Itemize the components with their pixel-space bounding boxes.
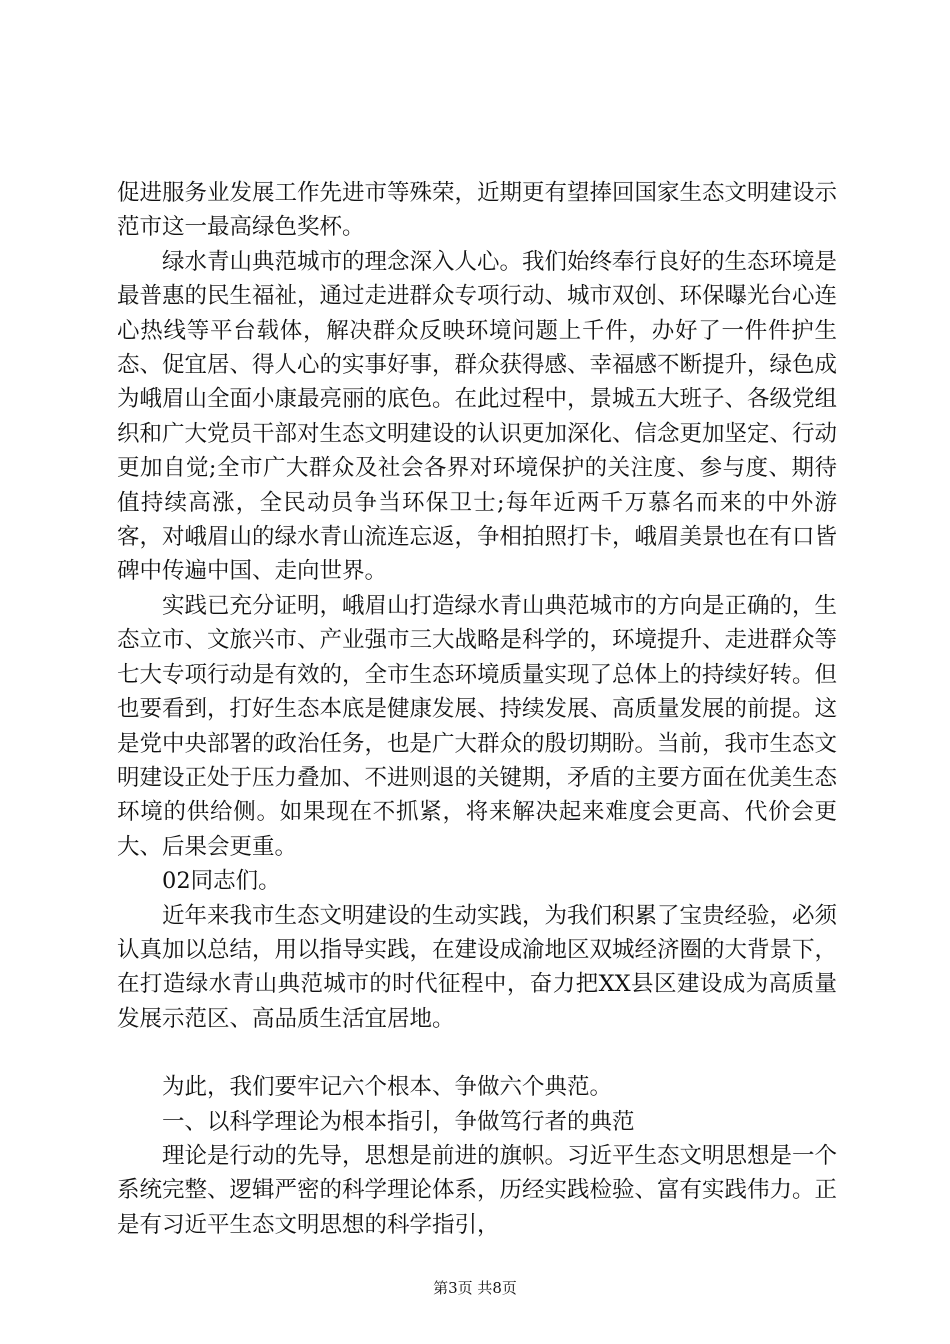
paragraph-4: 02同志们。 <box>162 868 281 895</box>
paragraph-2: 绿水青山典范城市的理念深入人心。我们始终奉行良好的生态环境是最普惠的民生福祉，通过走进群众专项行动、城市双创、环保曝光台心连心热线等平台载体，解决群众反映环境问题上千件，办好了一件件护生态、促宜居、得人心的实事好事，群众获得感、幸福感不断提升，绿色成为峨眉山全面小康最亮丽的底色。在此过程中，景城五大班子、各级党组织和广大党员干部对生态文明建设的认识更加深化、信念更加坚定、行动更加自觉;全市广大群众及社会各界对环境保护的关注度、参与度、期待值持续高涨，全民动员争当环保卫士;每年近两千万慕名而来的中外游客，对峨眉山的绿水青山流连忘返，争相拍照打卡，峨眉美景也在有口皆碑中传遍中国、走向世界。 <box>117 248 838 585</box>
paragraph-6: 为此，我们要牢记六个根本、争做六个典范。 <box>162 1074 613 1101</box>
paragraph-3: 实践已充分证明，峨眉山打造绿水青山典范城市的方向是正确的，生态立市、文旅兴市、产业强市三大战略是科学的，环境提升、走进群众等七大专项行动是有效的，全市生态环境质量实现了总体上的持续好转。但也要看到，打好生态本底是健康发展、持续发展、高质量发展的前提。这是党中央部署的政治任务，也是广大群众的殷切期盼。当前，我市生态文明建设正处于压力叠加、不进则退的关键期，矛盾的主要方面在优美生态环境的供给侧。如果现在不抓紧，将来解决起来难度会更高、代价会更大、后果会更重。 <box>117 592 838 860</box>
paragraph-7: 理论是行动的先导，思想是前进的旗帜。习近平生态文明思想是一个系统完整、逻辑严密的科学理论体系，历经实践检验、富有实践伟力。正是有习近平生态文明思想的科学指引， <box>117 1142 838 1238</box>
paragraph-5: 近年来我市生态文明建设的生动实践，为我们积累了宝贵经验，必须认真加以总结，用以指导实践，在建设成渝地区双城经济圈的大背景下，在打造绿水青山典范城市的时代征程中，奋力把XX县区建设成为高质量发展示范区、高品质生活宜居地。 <box>117 902 838 1032</box>
body-text <box>117 176 837 1242</box>
page-footer: 第3页 共8页 <box>433 1279 517 1297</box>
section-heading: 一、以科学理论为根本指引，争做笃行者的典范 <box>162 1108 635 1135</box>
paragraph-1: 促进服务业发展工作先进市等殊荣，近期更有望捧回国家生态文明建设示范市这一最高绿色奖杯。 <box>117 180 838 241</box>
